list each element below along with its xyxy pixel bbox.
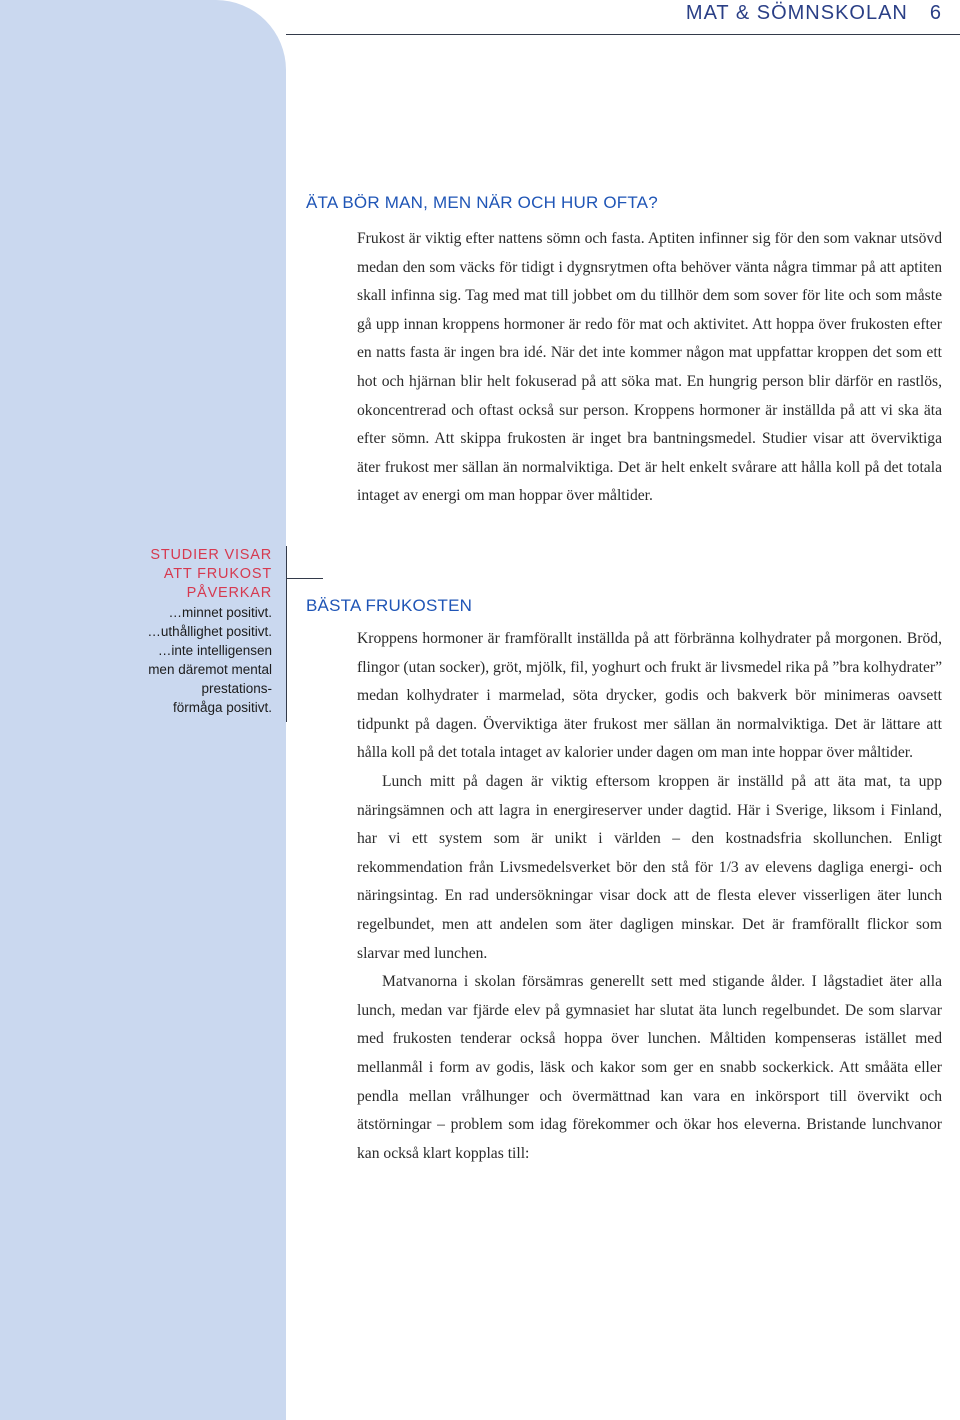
sidenote-line: …minnet positivt. <box>168 605 272 620</box>
section-body-when-to-eat <box>357 225 942 511</box>
page-number: 6 <box>929 2 942 24</box>
paragraph: Kroppens hormoner är framförallt inställda på att förbränna kolhydrater på morgonen. Bröd, flingor (utan socker), gröt, mjölk, fil, yoghurt och frukt är livsmedel rika på ”bra kolhydrater” medan kolhydrater i marmelad, söta drycker, godis och bakverk bör minimeras oavsett tidpunkt på dagen. Överviktiga äter frukost mer sällan än normalviktiga. Det är lättare att hålla koll på det totala intaget av kalorier under dagen om man inte hoppar över måltider. <box>357 630 942 762</box>
sidenote-line: …uthållighet positivt. <box>147 624 272 639</box>
sidenote-rule-horizontal <box>286 578 323 579</box>
sidenote-line: förmåga positivt. <box>172 700 272 715</box>
section-heading-best-breakfast: BÄSTA FRUKOSTEN <box>306 596 473 615</box>
sidenote-line: men däremot mental <box>148 662 272 677</box>
header-rule <box>286 34 960 35</box>
section-body-best-breakfast <box>357 625 942 1168</box>
sidenote-title-line: PÅVERKAR <box>186 585 272 601</box>
sidenote-title-line: ATT FRUKOST <box>163 566 272 582</box>
sidenote-title-line: STUDIER VISAR <box>150 547 272 563</box>
running-head-title: MAT & SÖMNSKOLAN <box>685 2 908 24</box>
sidenote-line: prestations- <box>201 681 272 696</box>
paragraph: Matvanorna i skolan försämras generellt sett med stigande ålder. I lågstadiet äter alla lunch, medan var fjärde elev på gymnasiet har slutat äta lunch regelbundet. De som slarvar med frukosten tenderar också hoppa över lunchen. Måltiden kompenseras istället med mellanmål i form av godis, läsk och kakor som ger en snabb sockerkick. Att småäta eller pendla mellan vrålhunger och övermättnad kan vara en inkörsport till övervikt och ätstörningar – problem som idag förekommer och ökar hos eleverna. Bristande lunchvanor kan också klart kopplas till: <box>357 973 942 1162</box>
sidenote-line: …inte intelligensen <box>157 643 272 658</box>
sidenote <box>110 546 272 717</box>
sidenote-rule-vertical <box>286 546 287 722</box>
running-head <box>686 2 942 25</box>
section-heading-when-to-eat: ÄTA BÖR MAN, MEN NÄR OCH HUR OFTA? <box>306 193 658 212</box>
paragraph: Frukost är viktig efter nattens sömn och fasta. Aptiten infinner sig för den som vaknar utsövd medan den som väcks för tidigt i dygnsrytmen ofta behöver vänta några timmar på att aptiten skall infinna sig. Tag med mat till jobbet om du tillhör dem som sover för lite och som måste gå upp innan kroppens hormoner är redo för mat och aktivitet. Att hoppa över frukosten efter en natts fasta är ingen bra idé. När det inte kommer någon mat uppfattar kroppen det som ett hot och hjärnan blir helt fokuserad på att söka mat. En hungrig person blir därför en rastlös, okoncentrerad och oftast också sur person. Kroppens hormoner är inställda på att vi ska äta efter sömn. Att skippa frukosten är inget bra bantningsmedel. Studier visar att överviktiga äter frukost mer sällan än normalviktiga. Det är helt enkelt svårare att hålla koll på det totala intaget av energi om man hoppar över måltider. <box>357 230 942 505</box>
paragraph: Lunch mitt på dagen är viktig eftersom kroppen är inställd på att äta mat, ta upp näringsämnen och att lagra in energireserver under dagtid. Här i Sverige, liksom i Finland, har vi ett system som är unikt i världen – den kostnadsfria skollunchen. Enligt rekommendation från Livsmedelsverket bör den stå för 1/3 av elevens dagliga energi- och näringsintag. En rad undersökningar visar dock att de flesta elever visserligen äter lunch regelbundet, men att andelen som äter dagligen minskar. Det är framförallt flickor som slarvar med lunchen. <box>357 772 942 962</box>
